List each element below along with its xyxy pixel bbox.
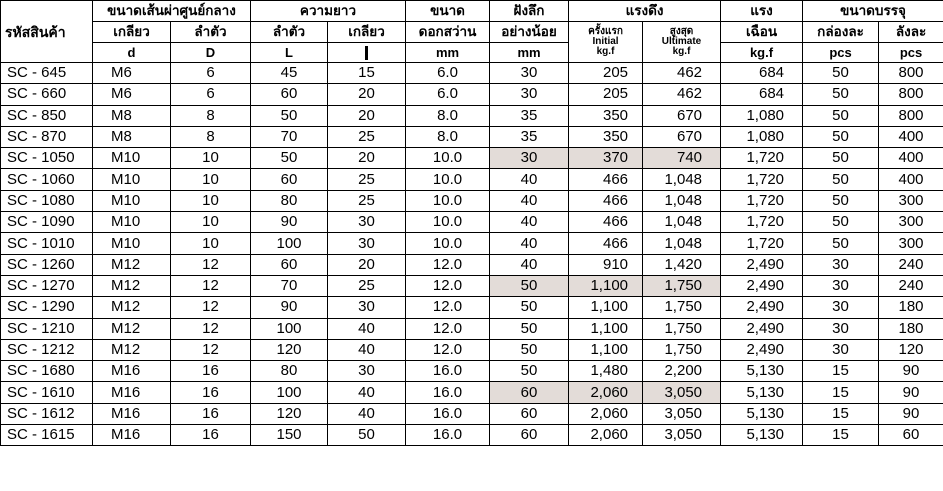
thread-cell: M10 (93, 169, 171, 190)
product-code-cell: SC - 870 (1, 126, 93, 147)
initial-th-label: ครั้งแรก (588, 26, 623, 37)
shear-force-cell: 2,490 (721, 297, 803, 318)
per-carton-cell: 240 (879, 254, 943, 275)
table-row (1, 105, 943, 126)
shear-force-cell: 5,130 (721, 382, 803, 403)
per-carton-cell: 240 (879, 275, 943, 296)
product-code-cell: SC - 1612 (1, 403, 93, 424)
body-L-header: ลำตัว (251, 22, 328, 43)
thread-cell: M12 (93, 275, 171, 296)
ultimate-force-cell: 670 (643, 105, 721, 126)
shear-force-cell: 5,130 (721, 403, 803, 424)
length-cell: 90 (251, 297, 328, 318)
shear-force-cell: 1,720 (721, 148, 803, 169)
per-box-cell: 15 (803, 425, 879, 446)
body-diameter-cell: 16 (171, 425, 251, 446)
ultimate-force-cell: 1,048 (643, 169, 721, 190)
initial-force-cell: 1,100 (569, 275, 643, 296)
body-diameter-cell: 16 (171, 361, 251, 382)
body-D-header: ลำตัว (171, 22, 251, 43)
initial-force-cell: 1,100 (569, 318, 643, 339)
ultimate-force-cell: 3,050 (643, 403, 721, 424)
ultimate-force-cell: 1,048 (643, 190, 721, 211)
thread-cell: M16 (93, 403, 171, 424)
ultimate-force-cell: 3,050 (643, 382, 721, 403)
length-cell: 100 (251, 382, 328, 403)
unit-carton: pcs (879, 43, 943, 63)
per-carton-cell: 90 (879, 403, 943, 424)
length-cell: 100 (251, 318, 328, 339)
unit-shear: kg.f (721, 43, 803, 63)
ultimate-force-cell: 1,750 (643, 275, 721, 296)
embed-depth-cell: 60 (490, 425, 569, 446)
drill-size-cell: 16.0 (406, 382, 490, 403)
body-diameter-cell: 8 (171, 126, 251, 147)
drill-size-cell: 6.0 (406, 63, 490, 84)
product-code-cell: SC - 1050 (1, 148, 93, 169)
per-box-cell: 50 (803, 169, 879, 190)
embed-depth-cell: 50 (490, 275, 569, 296)
product-code-cell: SC - 1270 (1, 275, 93, 296)
per-box-cell: 30 (803, 275, 879, 296)
shear-force-cell: 1,720 (721, 233, 803, 254)
product-code-cell: SC - 1680 (1, 361, 93, 382)
symbol-L: L (251, 43, 328, 63)
product-code-cell: SC - 1210 (1, 318, 93, 339)
thread-length-cell: 50 (328, 425, 406, 446)
thread-cell: M10 (93, 148, 171, 169)
body-diameter-cell: 10 (171, 148, 251, 169)
min-depth-header: อย่างน้อย (490, 22, 569, 43)
table-row (1, 63, 943, 84)
shear-header: เฉือน (721, 22, 803, 43)
drill-size-cell: 10.0 (406, 169, 490, 190)
product-code-cell: SC - 1615 (1, 425, 93, 446)
body-diameter-cell: 8 (171, 105, 251, 126)
length-cell: 60 (251, 169, 328, 190)
embed-depth-cell: 60 (490, 382, 569, 403)
thread-length-cell: 25 (328, 275, 406, 296)
product-code-cell: SC - 1212 (1, 339, 93, 360)
embed-depth-cell: 50 (490, 361, 569, 382)
product-code-cell: SC - 1010 (1, 233, 93, 254)
thread-cell: M16 (93, 382, 171, 403)
packing-group-header: ขนาดบรรจุ (803, 1, 943, 22)
shear-force-cell: 2,490 (721, 275, 803, 296)
initial-force-cell: 350 (569, 105, 643, 126)
initial-force-cell: 1,480 (569, 361, 643, 382)
initial-force-cell: 205 (569, 63, 643, 84)
table-row (1, 190, 943, 211)
drill-size-cell: 8.0 (406, 126, 490, 147)
unit-drill: mm (406, 43, 490, 63)
drill-size-cell: 12.0 (406, 339, 490, 360)
shear-force-header: แรง (721, 1, 803, 22)
per-carton-cell: 400 (879, 169, 943, 190)
table-row (1, 254, 943, 275)
drill-bit-header: ดอกสว่าน (406, 22, 490, 43)
embed-depth-cell: 40 (490, 169, 569, 190)
product-code-cell: SC - 1090 (1, 212, 93, 233)
drill-size-cell: 12.0 (406, 275, 490, 296)
embed-depth-cell: 35 (490, 105, 569, 126)
table-row (1, 275, 943, 296)
body-diameter-cell: 6 (171, 84, 251, 105)
symbol-D: D (171, 43, 251, 63)
thread-length-cell: 20 (328, 148, 406, 169)
table-row (1, 84, 943, 105)
initial-force-cell: 910 (569, 254, 643, 275)
product-code-cell: SC - 1260 (1, 254, 93, 275)
drill-size-cell: 10.0 (406, 233, 490, 254)
thread-length-cell: 40 (328, 403, 406, 424)
thread-cell: M6 (93, 84, 171, 105)
shear-force-cell: 1,720 (721, 212, 803, 233)
initial-force-cell: 2,060 (569, 382, 643, 403)
embed-depth-cell: 30 (490, 148, 569, 169)
body-diameter-cell: 10 (171, 233, 251, 254)
thread-length-cell: 20 (328, 105, 406, 126)
ultimate-force-cell: 462 (643, 63, 721, 84)
per-box-cell: 50 (803, 84, 879, 105)
shear-force-cell: 1,080 (721, 126, 803, 147)
product-code-cell: SC - 1080 (1, 190, 93, 211)
length-cell: 50 (251, 148, 328, 169)
length-cell: 50 (251, 105, 328, 126)
ultimate-force-cell: 1,750 (643, 339, 721, 360)
embed-depth-cell: 60 (490, 403, 569, 424)
length-cell: 45 (251, 63, 328, 84)
body-diameter-cell: 10 (171, 190, 251, 211)
thread-length-cell: 20 (328, 84, 406, 105)
table-row (1, 148, 943, 169)
per-carton-header: ลังละ (879, 22, 943, 43)
thread-cell: M8 (93, 126, 171, 147)
per-carton-cell: 120 (879, 339, 943, 360)
body-diameter-cell: 6 (171, 63, 251, 84)
initial-force-cell: 466 (569, 190, 643, 211)
initial-force-cell: 370 (569, 148, 643, 169)
drill-size-cell: 16.0 (406, 425, 490, 446)
drill-size-cell: 16.0 (406, 403, 490, 424)
table-row (1, 361, 943, 382)
table-body (1, 63, 943, 446)
thread-cell: M16 (93, 425, 171, 446)
length-cell: 60 (251, 254, 328, 275)
length-group-header: ความยาว (251, 1, 406, 22)
thread-cell: M10 (93, 212, 171, 233)
ultimate-th-label: สูงสุด (669, 26, 694, 37)
table-row (1, 169, 943, 190)
thread-cell: M12 (93, 297, 171, 318)
drill-size-cell: 8.0 (406, 105, 490, 126)
thread-length-cell: 25 (328, 190, 406, 211)
initial-force-cell: 2,060 (569, 403, 643, 424)
embed-depth-cell: 50 (490, 339, 569, 360)
per-box-header: กล่องละ (803, 22, 879, 43)
thread-cell: M12 (93, 318, 171, 339)
per-box-cell: 30 (803, 297, 879, 318)
shear-force-cell: 5,130 (721, 361, 803, 382)
ultimate-force-cell: 1,048 (643, 233, 721, 254)
length-cell: 120 (251, 339, 328, 360)
table-row (1, 403, 943, 424)
ultimate-force-cell: 2,200 (643, 361, 721, 382)
thread-length-cell: 40 (328, 382, 406, 403)
thread-length-cell: 40 (328, 339, 406, 360)
thread-cell: M12 (93, 254, 171, 275)
ultimate-unit-label: kg.f (672, 46, 691, 57)
shear-force-cell: 684 (721, 84, 803, 105)
length-cell: 120 (251, 403, 328, 424)
thread-d-header: เกลียว (93, 22, 171, 43)
product-code-cell: SC - 645 (1, 63, 93, 84)
embed-depth-cell: 30 (490, 84, 569, 105)
per-box-cell: 15 (803, 361, 879, 382)
per-box-cell: 50 (803, 126, 879, 147)
thread-cell: M10 (93, 190, 171, 211)
initial-unit-label: kg.f (596, 46, 615, 57)
body-diameter-cell: 12 (171, 297, 251, 318)
per-box-cell: 50 (803, 233, 879, 254)
table-row (1, 318, 943, 339)
product-code-header: รหัสสินค้า (1, 1, 93, 63)
thread-cell: M16 (93, 361, 171, 382)
drill-size-cell: 12.0 (406, 254, 490, 275)
thread-cell: M6 (93, 63, 171, 84)
per-carton-cell: 400 (879, 148, 943, 169)
per-box-cell: 50 (803, 105, 879, 126)
thread-cell: M12 (93, 339, 171, 360)
initial-force-cell: 1,100 (569, 339, 643, 360)
initial-force-cell: 466 (569, 233, 643, 254)
body-diameter-cell: 12 (171, 275, 251, 296)
initial-force-cell: 466 (569, 212, 643, 233)
per-carton-cell: 60 (879, 425, 943, 446)
per-carton-cell: 90 (879, 361, 943, 382)
per-carton-cell: 400 (879, 126, 943, 147)
body-diameter-cell: 10 (171, 212, 251, 233)
shear-force-cell: 684 (721, 63, 803, 84)
thread-length-cell: 30 (328, 212, 406, 233)
drill-size-cell: 10.0 (406, 190, 490, 211)
shear-force-cell: 1,720 (721, 169, 803, 190)
length-cell: 70 (251, 275, 328, 296)
thread-length-cell: 30 (328, 361, 406, 382)
table-header (1, 1, 943, 63)
embed-depth-cell: 40 (490, 212, 569, 233)
ultimate-force-cell: 670 (643, 126, 721, 147)
per-box-cell: 50 (803, 63, 879, 84)
body-diameter-cell: 12 (171, 339, 251, 360)
table-row (1, 297, 943, 318)
embed-depth-header: ฝังลึก (490, 1, 569, 22)
ultimate-en-label: Ultimate (661, 36, 702, 47)
thread-length-cell: 40 (328, 318, 406, 339)
product-code-cell: SC - 1610 (1, 382, 93, 403)
length-cell: 80 (251, 361, 328, 382)
body-diameter-cell: 16 (171, 382, 251, 403)
table-row (1, 212, 943, 233)
per-box-cell: 50 (803, 190, 879, 211)
embed-depth-cell: 50 (490, 297, 569, 318)
shear-force-cell: 2,490 (721, 318, 803, 339)
length-cell: 150 (251, 425, 328, 446)
table-row (1, 425, 943, 446)
diameter-group-header: ขนาดเส้นผ่าศูนย์กลาง (93, 1, 251, 22)
thread-cell: M10 (93, 233, 171, 254)
thread-length-cell: 25 (328, 169, 406, 190)
drill-size-cell: 10.0 (406, 212, 490, 233)
per-box-cell: 30 (803, 339, 879, 360)
embed-depth-cell: 35 (490, 126, 569, 147)
length-cell: 70 (251, 126, 328, 147)
shear-force-cell: 5,130 (721, 425, 803, 446)
embed-depth-cell: 40 (490, 254, 569, 275)
symbol-l-bar-icon (328, 43, 406, 63)
per-carton-cell: 300 (879, 212, 943, 233)
tension-force-header: แรงดึง (569, 1, 721, 22)
table-row (1, 126, 943, 147)
drill-size-cell: 16.0 (406, 361, 490, 382)
ultimate-force-cell: 740 (643, 148, 721, 169)
table-row (1, 382, 943, 403)
thread-length-cell: 15 (328, 63, 406, 84)
shear-force-cell: 1,080 (721, 105, 803, 126)
initial-force-header (569, 22, 643, 63)
ultimate-force-header (643, 22, 721, 63)
shear-force-cell: 2,490 (721, 339, 803, 360)
thread-length-cell: 20 (328, 254, 406, 275)
initial-force-cell: 1,100 (569, 297, 643, 318)
length-cell: 100 (251, 233, 328, 254)
body-diameter-cell: 12 (171, 318, 251, 339)
per-box-cell: 15 (803, 403, 879, 424)
body-diameter-cell: 10 (171, 169, 251, 190)
per-carton-cell: 800 (879, 84, 943, 105)
shear-force-cell: 1,720 (721, 190, 803, 211)
thread-length-cell: 30 (328, 297, 406, 318)
per-box-cell: 30 (803, 254, 879, 275)
product-code-cell: SC - 660 (1, 84, 93, 105)
ultimate-force-cell: 462 (643, 84, 721, 105)
ultimate-force-cell: 1,420 (643, 254, 721, 275)
per-box-cell: 50 (803, 212, 879, 233)
table-row (1, 233, 943, 254)
length-cell: 60 (251, 84, 328, 105)
ultimate-force-cell: 1,048 (643, 212, 721, 233)
embed-depth-cell: 40 (490, 190, 569, 211)
thread-length-cell: 30 (328, 233, 406, 254)
length-cell: 90 (251, 212, 328, 233)
symbol-d: d (93, 43, 171, 63)
ultimate-force-cell: 3,050 (643, 425, 721, 446)
drill-size-cell: 12.0 (406, 318, 490, 339)
drill-size-header: ขนาด (406, 1, 490, 22)
drill-size-cell: 10.0 (406, 148, 490, 169)
ultimate-force-cell: 1,750 (643, 318, 721, 339)
initial-force-cell: 205 (569, 84, 643, 105)
drill-size-cell: 6.0 (406, 84, 490, 105)
thread-l-header: เกลียว (328, 22, 406, 43)
per-carton-cell: 180 (879, 318, 943, 339)
initial-force-cell: 350 (569, 126, 643, 147)
initial-force-cell: 466 (569, 169, 643, 190)
product-code-cell: SC - 1060 (1, 169, 93, 190)
embed-depth-cell: 50 (490, 318, 569, 339)
per-carton-cell: 300 (879, 190, 943, 211)
per-box-cell: 30 (803, 318, 879, 339)
body-diameter-cell: 16 (171, 403, 251, 424)
per-carton-cell: 800 (879, 105, 943, 126)
embed-depth-cell: 30 (490, 63, 569, 84)
per-carton-cell: 300 (879, 233, 943, 254)
embed-depth-cell: 40 (490, 233, 569, 254)
unit-depth: mm (490, 43, 569, 63)
per-carton-cell: 90 (879, 382, 943, 403)
per-carton-cell: 180 (879, 297, 943, 318)
thread-length-cell: 25 (328, 126, 406, 147)
table-row (1, 339, 943, 360)
thread-cell: M8 (93, 105, 171, 126)
per-box-cell: 15 (803, 382, 879, 403)
ultimate-force-cell: 1,750 (643, 297, 721, 318)
shear-force-cell: 2,490 (721, 254, 803, 275)
initial-en-label: Initial (592, 36, 619, 47)
unit-box: pcs (803, 43, 879, 63)
initial-force-cell: 2,060 (569, 425, 643, 446)
product-code-cell: SC - 1290 (1, 297, 93, 318)
drill-size-cell: 12.0 (406, 297, 490, 318)
body-diameter-cell: 12 (171, 254, 251, 275)
length-cell: 80 (251, 190, 328, 211)
per-carton-cell: 800 (879, 63, 943, 84)
per-box-cell: 50 (803, 148, 879, 169)
product-code-cell: SC - 850 (1, 105, 93, 126)
